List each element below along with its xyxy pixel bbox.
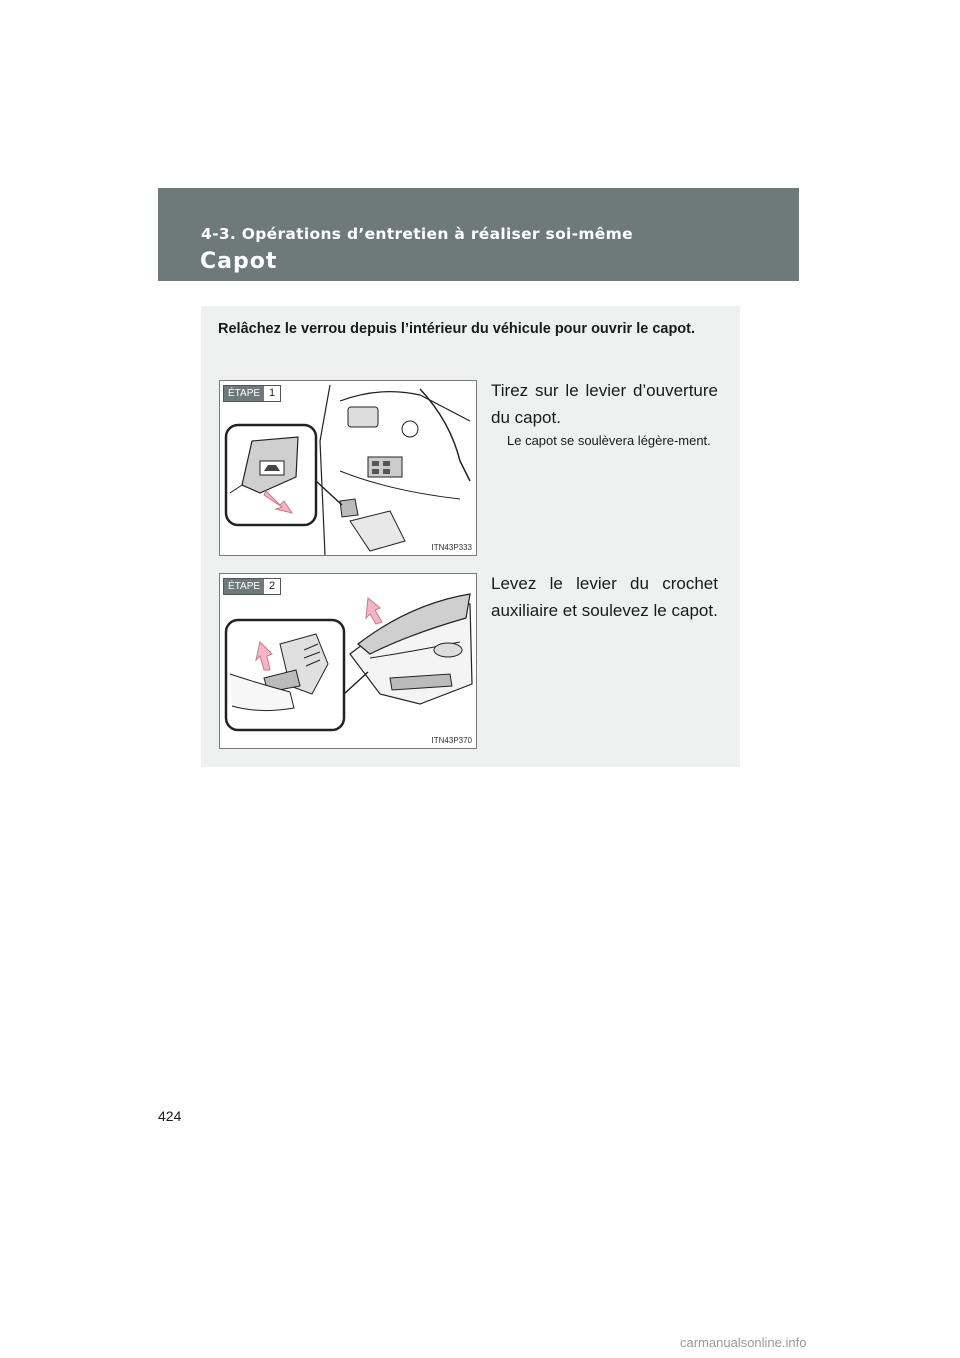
page-number: 424	[158, 1108, 182, 1124]
auxiliary-hook-drawing	[220, 574, 476, 748]
step1-note: Le capot se soulèvera légère-ment.	[507, 433, 711, 448]
step2-badge	[223, 578, 281, 595]
instruction-panel	[201, 306, 740, 767]
watermark-text: carmanualsonline.info	[680, 1335, 807, 1350]
intro-text: Relâchez le verrou depuis l’intérieur du véhicule pour ouvrir le capot.	[218, 321, 696, 337]
figure-code: ITN43P370	[431, 736, 472, 745]
section-header	[158, 188, 799, 281]
step2-illustration	[219, 573, 477, 749]
step1-badge	[223, 385, 281, 402]
step-badge-number: 2	[264, 579, 280, 594]
page-title: Capot	[200, 249, 278, 274]
step-badge-label: ÉTAPE	[224, 386, 264, 401]
step2-text: Levez le levier du crochet auxiliaire et soulevez le capot.	[491, 574, 718, 620]
step1-illustration	[219, 380, 477, 556]
step1-text: Tirez sur le levier d’ouverture du capot.	[491, 381, 718, 427]
hood-release-lever-drawing	[220, 381, 476, 555]
step-badge-number: 1	[264, 386, 280, 401]
section-title: 4-3. Opérations d’entretien à réaliser soi-même	[201, 225, 633, 243]
step-badge-label: ÉTAPE	[224, 579, 264, 594]
figure-code: ITN43P333	[431, 543, 472, 552]
